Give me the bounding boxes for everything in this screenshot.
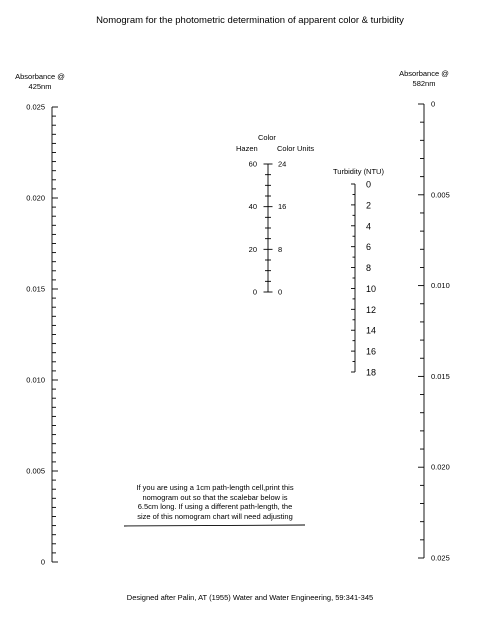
absorbance-582-tick-label: 0.010 — [431, 281, 450, 291]
turbidity-tick-label: 6 — [366, 242, 372, 253]
hazen-tick-label: 0 — [252, 287, 257, 297]
turbidity-tick-label: 8 — [366, 263, 372, 274]
hazen-tick-label: 20 — [248, 244, 257, 254]
absorbance-425-header-line2: 425nm — [28, 81, 52, 91]
turbidity-tick-label: 4 — [366, 221, 372, 232]
color-units-tick-label: 24 — [278, 159, 287, 169]
absorbance-425-tick-label: 0.005 — [26, 466, 45, 476]
scalebar-line — [124, 525, 305, 526]
color-units-tick-label: 8 — [278, 244, 283, 254]
absorbance-582-tick-label: 0 — [431, 99, 436, 109]
page-title: Nomogram for the photometric determination of apparent color & turbidity — [96, 15, 404, 26]
absorbance-425-tick-label: 0.010 — [26, 375, 45, 385]
color-units-tick-label: 16 — [278, 202, 287, 212]
absorbance-425-header-line1: Absorbance @ — [15, 72, 65, 81]
absorbance-582-header-line1: Absorbance @ — [399, 69, 449, 78]
turbidity-tick-label: 12 — [366, 304, 377, 315]
hazen-tick-label: 40 — [248, 202, 257, 212]
absorbance-582-tick-label: 0.025 — [431, 553, 450, 563]
absorbance-425-tick-label: 0 — [40, 557, 45, 567]
hazen-header: Hazen — [236, 144, 258, 153]
turbidity-tick-label: 0 — [366, 179, 372, 190]
hazen-tick-label: 60 — [248, 159, 257, 169]
turbidity-tick-label: 16 — [366, 346, 377, 357]
turbidity-tick-label: 10 — [366, 283, 377, 294]
absorbance-582-tick-label: 0.020 — [431, 462, 450, 472]
note-line-1: If you are using a 1cm path-length cell,print this — [136, 483, 294, 492]
turbidity-header: Turbidity (NTU) — [333, 167, 384, 176]
color-units-tick-label: 0 — [278, 287, 283, 297]
turbidity-tick-label: 18 — [366, 367, 377, 378]
note-line-4: size of this nomogram chart will need adjusting — [137, 511, 293, 521]
turbidity-tick-label: 2 — [366, 200, 372, 211]
absorbance-425-tick-label: 0.020 — [26, 193, 45, 203]
absorbance-425-tick-label: 0.025 — [26, 102, 45, 112]
absorbance-425-tick-label: 0.015 — [26, 284, 45, 294]
path-length-note — [124, 483, 306, 521]
color-units-header: Color Units — [277, 144, 315, 153]
color-header: Color — [258, 133, 276, 142]
absorbance-582-header-line2: 582nm — [412, 78, 436, 88]
turbidity-tick-label: 14 — [366, 325, 377, 336]
note-line-2: nomogram out so that the scalebar below is — [142, 492, 288, 502]
citation-footer: Designed after Palin, AT (1955) Water and Water Engineering, 59:341-345 — [126, 593, 374, 602]
absorbance-582-tick-label: 0.005 — [431, 190, 450, 200]
note-line-3: 6.5cm long. If using a different path-length, the — [137, 502, 293, 511]
absorbance-582-tick-label: 0.015 — [431, 371, 450, 381]
